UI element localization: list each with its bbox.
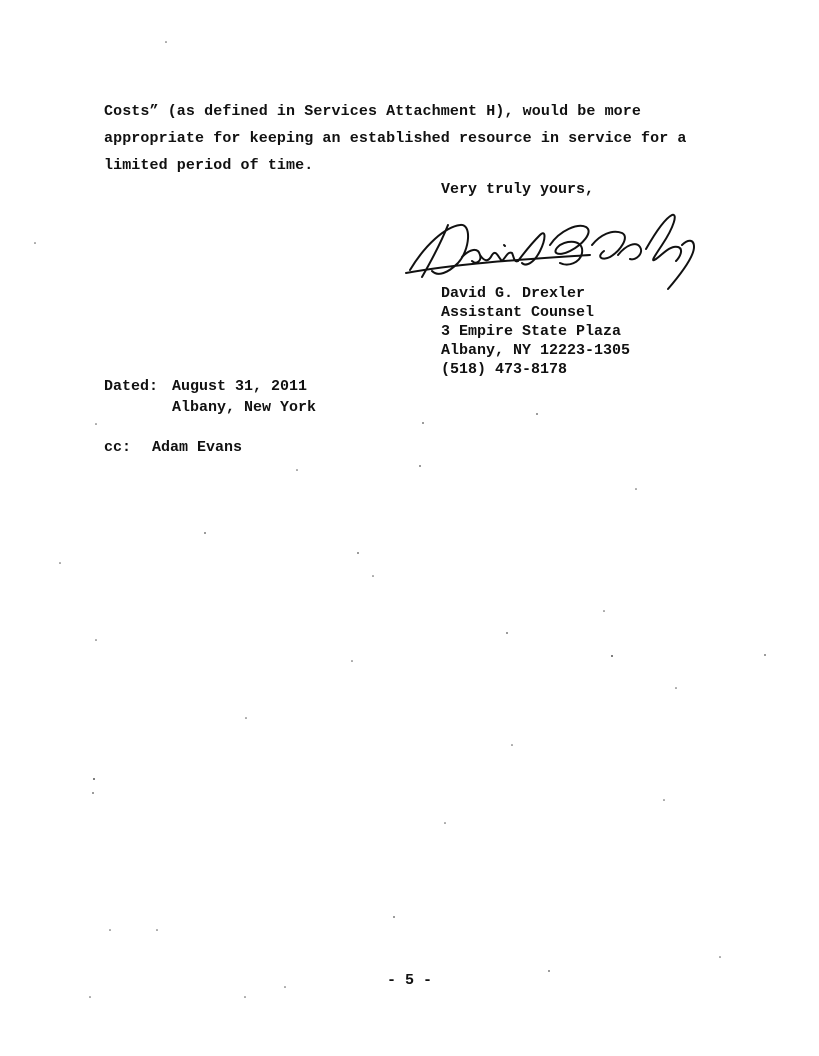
body-line: appropriate for keeping an established resource in service for a [104, 130, 687, 147]
address-line-2: Albany, NY 12223-1305 [441, 342, 631, 359]
cc-recipient: Adam Evans [152, 439, 243, 456]
dated-row [104, 376, 316, 397]
dated-place: Albany, New York [172, 399, 317, 416]
phone-number: (518) 473-8178 [441, 361, 568, 378]
letter-body [104, 98, 744, 179]
address-line-1: 3 Empire State Plaza [441, 323, 622, 340]
cc-label: cc: [104, 439, 132, 456]
signer-title: Assistant Counsel [441, 304, 595, 321]
closing-salutation: Very truly yours, [441, 181, 595, 198]
dated-place-row [104, 397, 316, 418]
dated-label: Dated: [104, 378, 159, 395]
signature-block [441, 284, 630, 379]
page-number: - 5 - [386, 972, 432, 989]
body-line: Costs” (as defined in Services Attachment H), would be more [104, 103, 641, 120]
cc-line [104, 439, 242, 456]
dated-block [104, 376, 316, 418]
body-line: limited period of time. [104, 157, 314, 174]
signer-name: David G. Drexler [441, 285, 586, 302]
dated-date: August 31, 2011 [172, 378, 308, 395]
